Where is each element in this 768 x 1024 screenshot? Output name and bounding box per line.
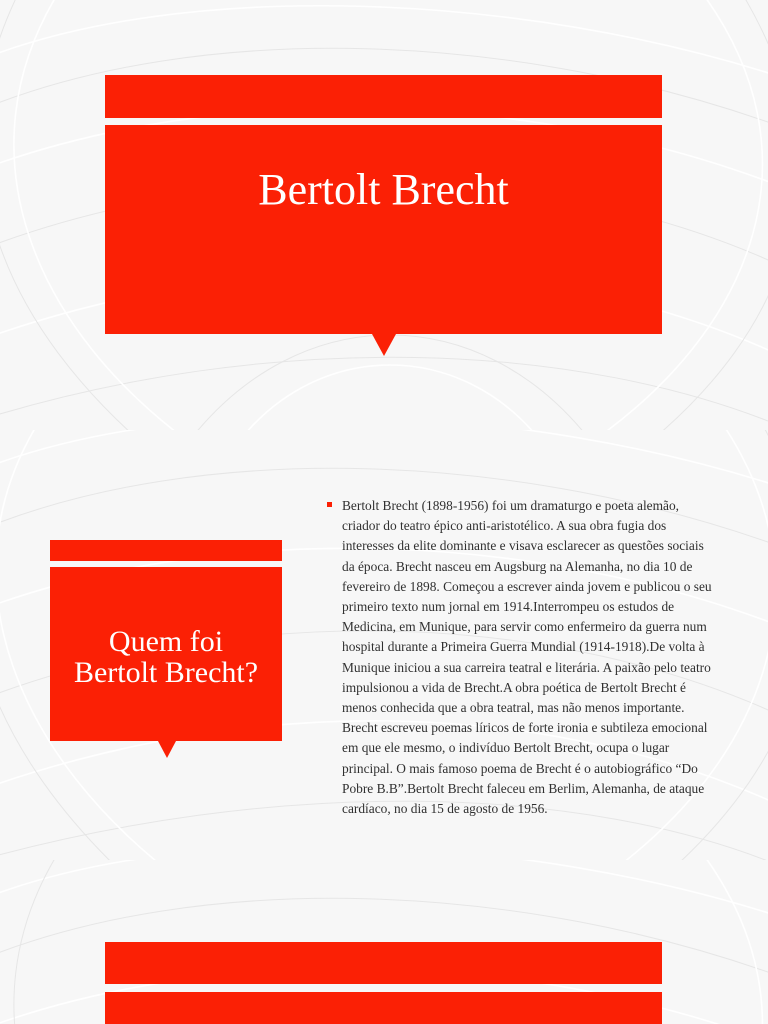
slide-heading-line-2: Bertolt Brecht? [73, 656, 259, 689]
body-text-block [327, 496, 713, 819]
slide-3 [0, 860, 768, 1024]
heading-box-pointer [158, 741, 176, 758]
slide-2 [0, 430, 768, 860]
title-accent-strip [105, 75, 662, 118]
title-accent-strip [105, 942, 662, 984]
title-box-pointer [372, 334, 396, 356]
title-box [105, 992, 662, 1024]
bullet-icon [327, 502, 332, 507]
slide-title: Bertolt Brecht [258, 165, 509, 214]
slide-heading [50, 626, 282, 688]
heading-accent-strip [50, 540, 282, 561]
body-paragraph: Bertolt Brecht (1898-1956) foi um dramaturgo e poeta alemão, criador do teatro épico anti-aristotélico. A sua obra fugia dos interesses da elite dominante e visava esclarecer as questões sociais da época. Brecht nasceu em Augsburg na Alemanha, no dia 10 de fevereiro de 1898. Começou a escrever ainda jovem e publicou o seu primeiro texto num jornal em 1914.Interrompeu os estudos de Medicina, em Munique, para servir como enfermeiro da guerra num hospital durante a Primeira Guerra Mundial (1914-1918).De volta à Munique iniciou a sua carreira teatral e literária. A paixão pelo teatro impulsionou a vida de Brecht.A obra poética de Bertolt Brecht é menos conhecida que a obra teatral, mas não menos importante. Brecht escreveu poemas líricos de forte ironia e subtileza emocional em que ele mesmo, o indivíduo Bertolt Brecht, ocupa o lugar principal. O mais famoso poema de Brecht é o autobiográfico “Do Pobre B.B”.Bertolt Brecht faleceu em Berlim, Alemanha, de ataque cardíaco, no dia 15 de agosto de 1956. [342, 498, 712, 817]
title-box [105, 125, 662, 334]
slide-1 [0, 0, 768, 430]
slide-heading-line-1: Quem foi [108, 625, 224, 658]
